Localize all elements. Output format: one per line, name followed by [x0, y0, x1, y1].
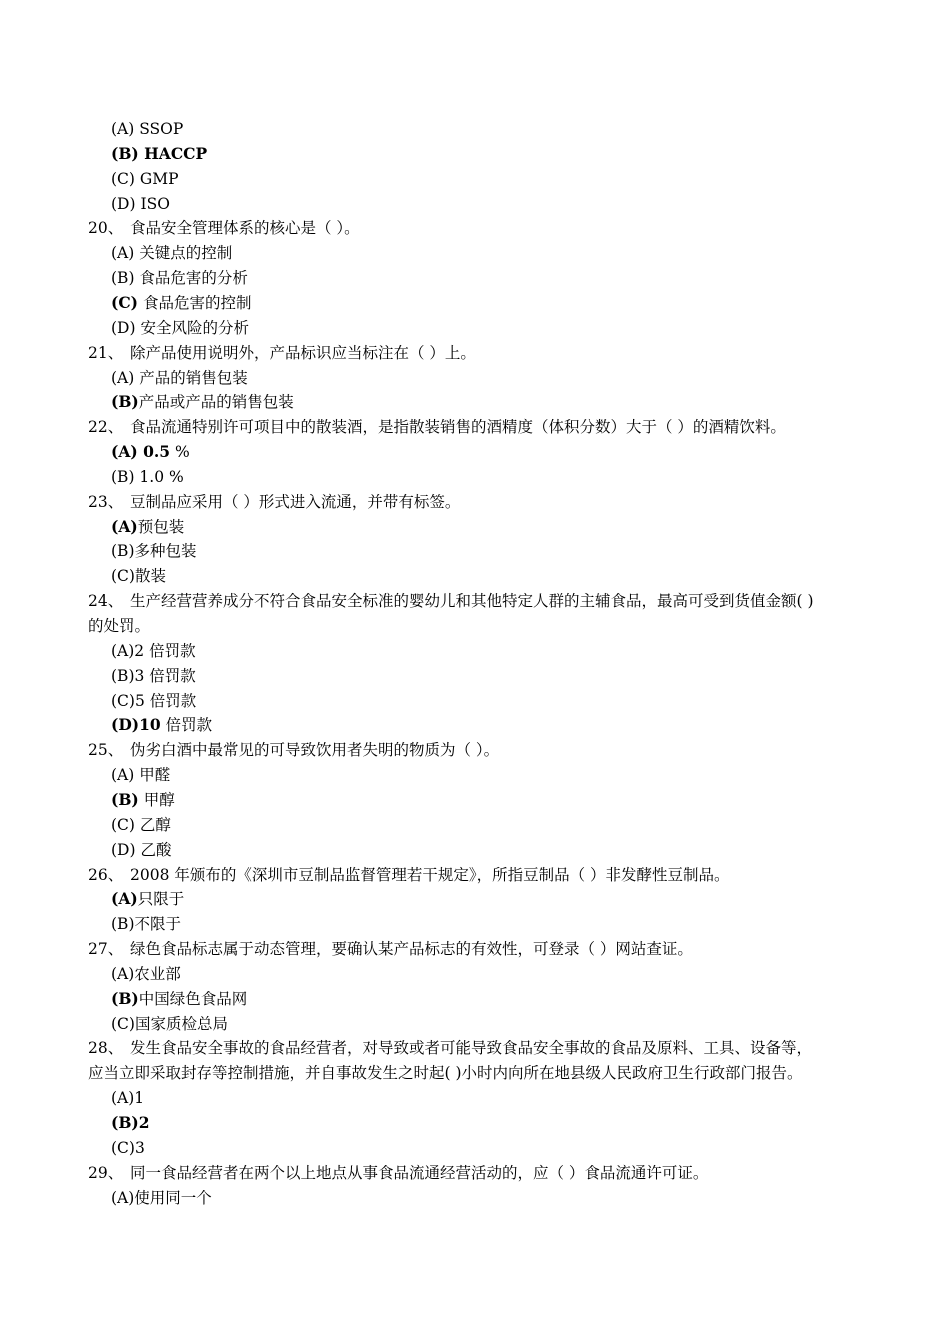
answer-option: (C)5 倍罚款	[111, 692, 197, 710]
correct-answer-marker: (A) 0.5	[111, 442, 171, 461]
answer-option	[111, 989, 247, 1009]
question-line	[88, 591, 814, 611]
answer-option: (D) ISO	[111, 195, 170, 213]
answer-option: (D) 乙酸	[111, 841, 172, 859]
correct-answer-option: (B) HACCP	[111, 144, 208, 163]
question-number: 21、	[88, 344, 124, 362]
answer-option: (B) 1.0 %	[111, 468, 184, 486]
answer-option: (C) GMP	[111, 170, 179, 188]
question-text: 伪劣白酒中最常见的可导致饮用者失明的物质为（ ）。	[130, 741, 500, 759]
question-line	[88, 1038, 812, 1058]
answer-option	[111, 392, 294, 412]
question-number: 22、	[88, 418, 124, 436]
question-number: 26、	[88, 866, 124, 884]
question-text: 2008 年颁布的《深圳市豆制品监督管理若干规定》，所指豆制品（ ）非发酵性豆制品。	[130, 866, 730, 884]
question-number: 23、	[88, 493, 124, 511]
question-text: 绿色食品标志属于动态管理，要确认某产品标志的有效性，可登录（ ）网站查证。	[130, 940, 693, 958]
answer-option	[111, 517, 184, 537]
answer-option	[111, 790, 175, 810]
correct-answer-marker: (C)	[111, 293, 139, 312]
answer-option: (A)2 倍罚款	[111, 642, 196, 660]
question-line	[88, 865, 730, 885]
correct-answer-marker: (B)	[111, 790, 139, 809]
option-text: 倍罚款	[160, 716, 213, 734]
question-text: 发生食品安全事故的食品经营者，对导致或者可能导致食品安全事故的食品及原料、工具、设备等，	[130, 1039, 813, 1057]
correct-answer-marker: (A)	[111, 517, 138, 536]
question-line	[88, 939, 693, 959]
answer-option: (A) SSOP	[111, 120, 184, 138]
correct-answer-marker: (B)	[111, 392, 139, 411]
option-text: 产品或产品的销售包装	[138, 393, 294, 411]
question-continuation: 应当立即采取封存等控制措施，并自事故发生之时起( )小时内向所在地县级人民政府卫生行政部门报告。	[88, 1064, 803, 1082]
option-text: 只限于	[137, 890, 185, 908]
question-text: 食品流通特别许可项目中的散装酒，是指散装销售的酒精度（体积分数）大于（ ）的酒精饮料。	[130, 418, 786, 436]
question-number: 20、	[88, 219, 124, 237]
question-text: 食品安全管理体系的核心是（ ）。	[130, 219, 360, 237]
correct-answer-option: (B)2	[111, 1113, 150, 1132]
answer-option	[111, 293, 251, 313]
correct-answer-marker: (D)10	[111, 715, 161, 734]
question-line	[88, 343, 476, 363]
answer-option: (B) 食品危害的分析	[111, 269, 248, 287]
question-number: 24、	[88, 592, 124, 610]
question-text: 豆制品应采用（ ）形式进入流通，并带有标签。	[130, 493, 461, 511]
question-text: 同一食品经营者在两个以上地点从事食品流通经营活动的，应（ ）食品流通许可证。	[130, 1164, 709, 1182]
option-text: 中国绿色食品网	[138, 990, 248, 1008]
answer-option: (A) 产品的销售包装	[111, 369, 248, 387]
option-text: 预包装	[137, 518, 185, 536]
answer-option	[111, 442, 190, 462]
answer-option: (B)3 倍罚款	[111, 667, 196, 685]
question-number: 25、	[88, 741, 124, 759]
question-text: 除产品使用说明外，产品标识应当标注在（ ）上。	[130, 344, 476, 362]
question-text: 生产经营营养成分不符合食品安全标准的婴幼儿和其他特定人群的主辅食品，最高可受到货值金额( )	[130, 592, 814, 610]
answer-option: (A) 甲醛	[111, 766, 171, 784]
answer-option	[111, 889, 184, 909]
answer-option	[111, 715, 212, 735]
correct-answer-marker: (A)	[111, 889, 138, 908]
question-line	[88, 492, 460, 512]
question-line	[88, 417, 786, 437]
answer-option: (B)多种包装	[111, 542, 197, 560]
answer-option: (C)国家质检总局	[111, 1015, 228, 1033]
answer-option: (D) 安全风险的分析	[111, 319, 249, 337]
question-number: 29、	[88, 1164, 124, 1182]
question-number: 28、	[88, 1039, 124, 1057]
question-number: 27、	[88, 940, 124, 958]
answer-option: (A)使用同一个	[111, 1189, 212, 1207]
answer-option: (C) 乙醇	[111, 816, 171, 834]
answer-option: (C)3	[111, 1139, 145, 1157]
option-text: %	[170, 443, 190, 461]
option-text: 食品危害的控制	[138, 294, 252, 312]
answer-option: (A)1	[111, 1089, 145, 1107]
answer-option: (A) 关键点的控制	[111, 244, 233, 262]
question-line	[88, 740, 499, 760]
question-line	[88, 218, 360, 238]
answer-option: (B)不限于	[111, 915, 181, 933]
correct-answer-marker: (B)	[111, 989, 139, 1008]
option-text: 甲醇	[138, 791, 175, 809]
question-line	[88, 1163, 708, 1183]
answer-option: (A)农业部	[111, 965, 181, 983]
question-continuation: 的处罚。	[88, 617, 151, 635]
answer-option: (C)散装	[111, 567, 166, 585]
